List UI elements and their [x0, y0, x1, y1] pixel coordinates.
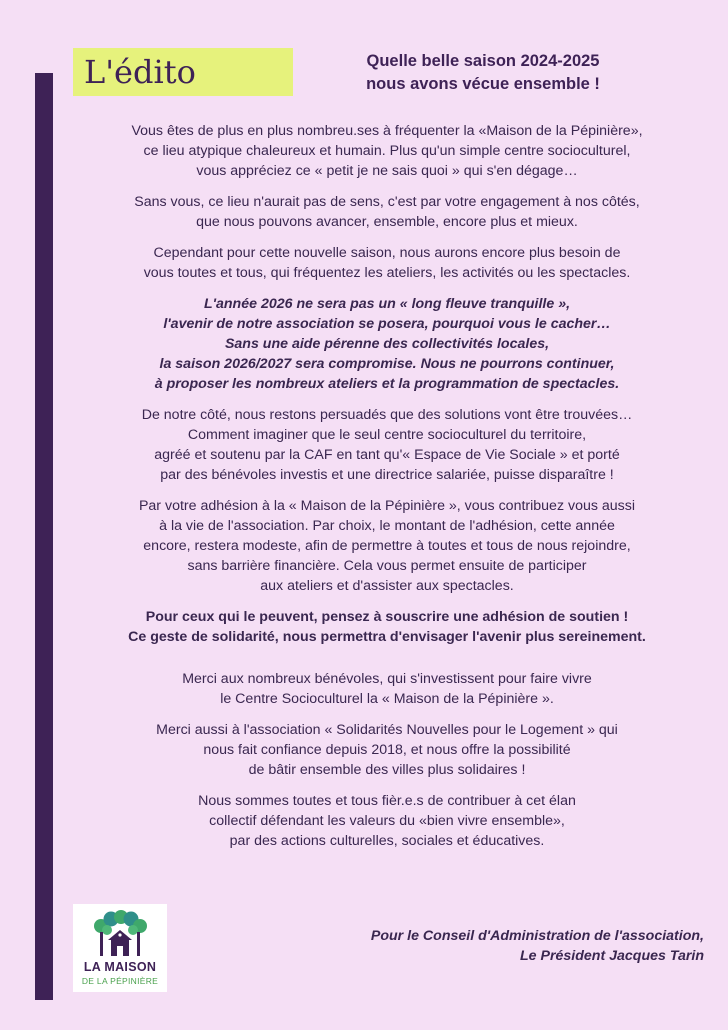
text-line: nous fait confiance depuis 2018, et nous offre la possibilité [203, 742, 571, 758]
edito-body [62, 121, 712, 862]
paragraph-new-season [62, 243, 712, 283]
logo [73, 904, 167, 992]
text-line: Merci aussi à l'association « Solidarités Nouvelles pour le Logement » qui [156, 722, 618, 738]
text-line: Cependant pour cette nouvelle saison, nous aurons encore plus besoin de [153, 245, 621, 261]
text-line: par des bénévoles investis et une directrice salariée, puisse disparaître ! [160, 467, 614, 483]
text-line: Merci aux nombreux bénévoles, qui s'investissent pour faire vivre [182, 671, 592, 687]
signature-line: Pour le Conseil d'Administration de l'association, [370, 928, 704, 944]
paragraph-engagement [62, 192, 712, 232]
paragraph-thanks-snl [62, 720, 712, 780]
text-line: agréé et soutenu par la CAF en tant qu'« Espace de Vie Sociale » et porté [154, 447, 620, 463]
text-line: Comment imaginer que le seul centre socioculturel du territoire, [187, 427, 587, 443]
headline-line: Quelle belle saison 2024-2025 [366, 52, 600, 70]
text-line: Nous sommes toutes et tous fièr.e.s de contribuer à cet élan [198, 793, 576, 809]
logo-subtitle: DE LA PÉPINIÈRE [81, 976, 159, 986]
paragraph-warning [62, 294, 712, 394]
logo-name: LA MAISON [83, 960, 157, 974]
side-accent-bar [35, 73, 53, 1000]
paragraph-closing [62, 791, 712, 851]
text-line: que nous pouvons avancer, ensemble, encore plus et mieux. [196, 214, 578, 230]
text-line: l'avenir de notre association se posera, pourquoi vous le cacher… [163, 316, 611, 332]
text-line: Pour ceux qui le peuvent, pensez à souscrire une adhésion de soutien ! [145, 609, 629, 625]
paragraph-solutions [62, 405, 712, 485]
page-title: L'édito [84, 53, 196, 91]
headline [300, 50, 666, 96]
text-line: la saison 2026/2027 sera compromise. Nous ne pourrons continuer, [159, 356, 615, 372]
text-line: à la vie de l'association. Par choix, le montant de l'adhésion, cette année [159, 518, 615, 534]
text-line: Ce geste de solidarité, nous permettra d'envisager l'avenir plus sereinement. [128, 629, 646, 645]
text-line: Sans vous, ce lieu n'aurait pas de sens, c'est par votre engagement à nos côtés, [134, 194, 640, 210]
text-line: De notre côté, nous restons persuadés que des solutions vont être trouvées… [141, 407, 633, 423]
text-line: vous appréciez ce « petit je ne sais quoi » qui s'en dégage… [196, 163, 578, 179]
text-line: le Centre Socioculturel la « Maison de la Pépinière ». [220, 691, 554, 707]
text-line: sans barrière financière. Cela vous permet ensuite de participer [187, 558, 587, 574]
text-line: par des actions culturelles, sociales et éducatives. [229, 833, 545, 849]
headline-line: nous avons vécue ensemble ! [366, 75, 600, 93]
text-line: de bâtir ensemble des villes plus solidaires ! [248, 762, 526, 778]
tree-house-icon [91, 910, 149, 960]
paragraph-membership [62, 496, 712, 596]
text-line: Vous êtes de plus en plus nombreu.ses à fréquenter la «Maison de la Pépinière», [131, 123, 643, 139]
text-line: Sans une aide pérenne des collectivités locales, [224, 336, 550, 352]
text-line: encore, restera modeste, afin de permettre à toutes et tous de nous rejoindre, [143, 538, 631, 554]
text-line: ce lieu atypique chaleureux et humain. Plus qu'un simple centre socioculturel, [143, 143, 631, 159]
text-line: Par votre adhésion à la « Maison de la Pépinière », vous contribuez vous aussi [138, 498, 636, 514]
paragraph-intro [62, 121, 712, 181]
signature-line: Le Président Jacques Tarin [520, 948, 704, 964]
signature [240, 926, 704, 966]
text-line: L'année 2026 ne sera pas un « long fleuve tranquille », [203, 296, 571, 312]
text-line: vous toutes et tous, qui fréquentez les ateliers, les activités ou les spectacles. [143, 265, 631, 281]
paragraph-support-call [62, 607, 712, 647]
text-line: à proposer les nombreux ateliers et la programmation de spectacles. [154, 376, 620, 392]
paragraph-thanks-volunteers [62, 669, 712, 709]
text-line: aux ateliers et d'assister aux spectacles. [260, 578, 514, 594]
text-line: collectif défendant les valeurs du «bien vivre ensemble», [209, 813, 565, 829]
